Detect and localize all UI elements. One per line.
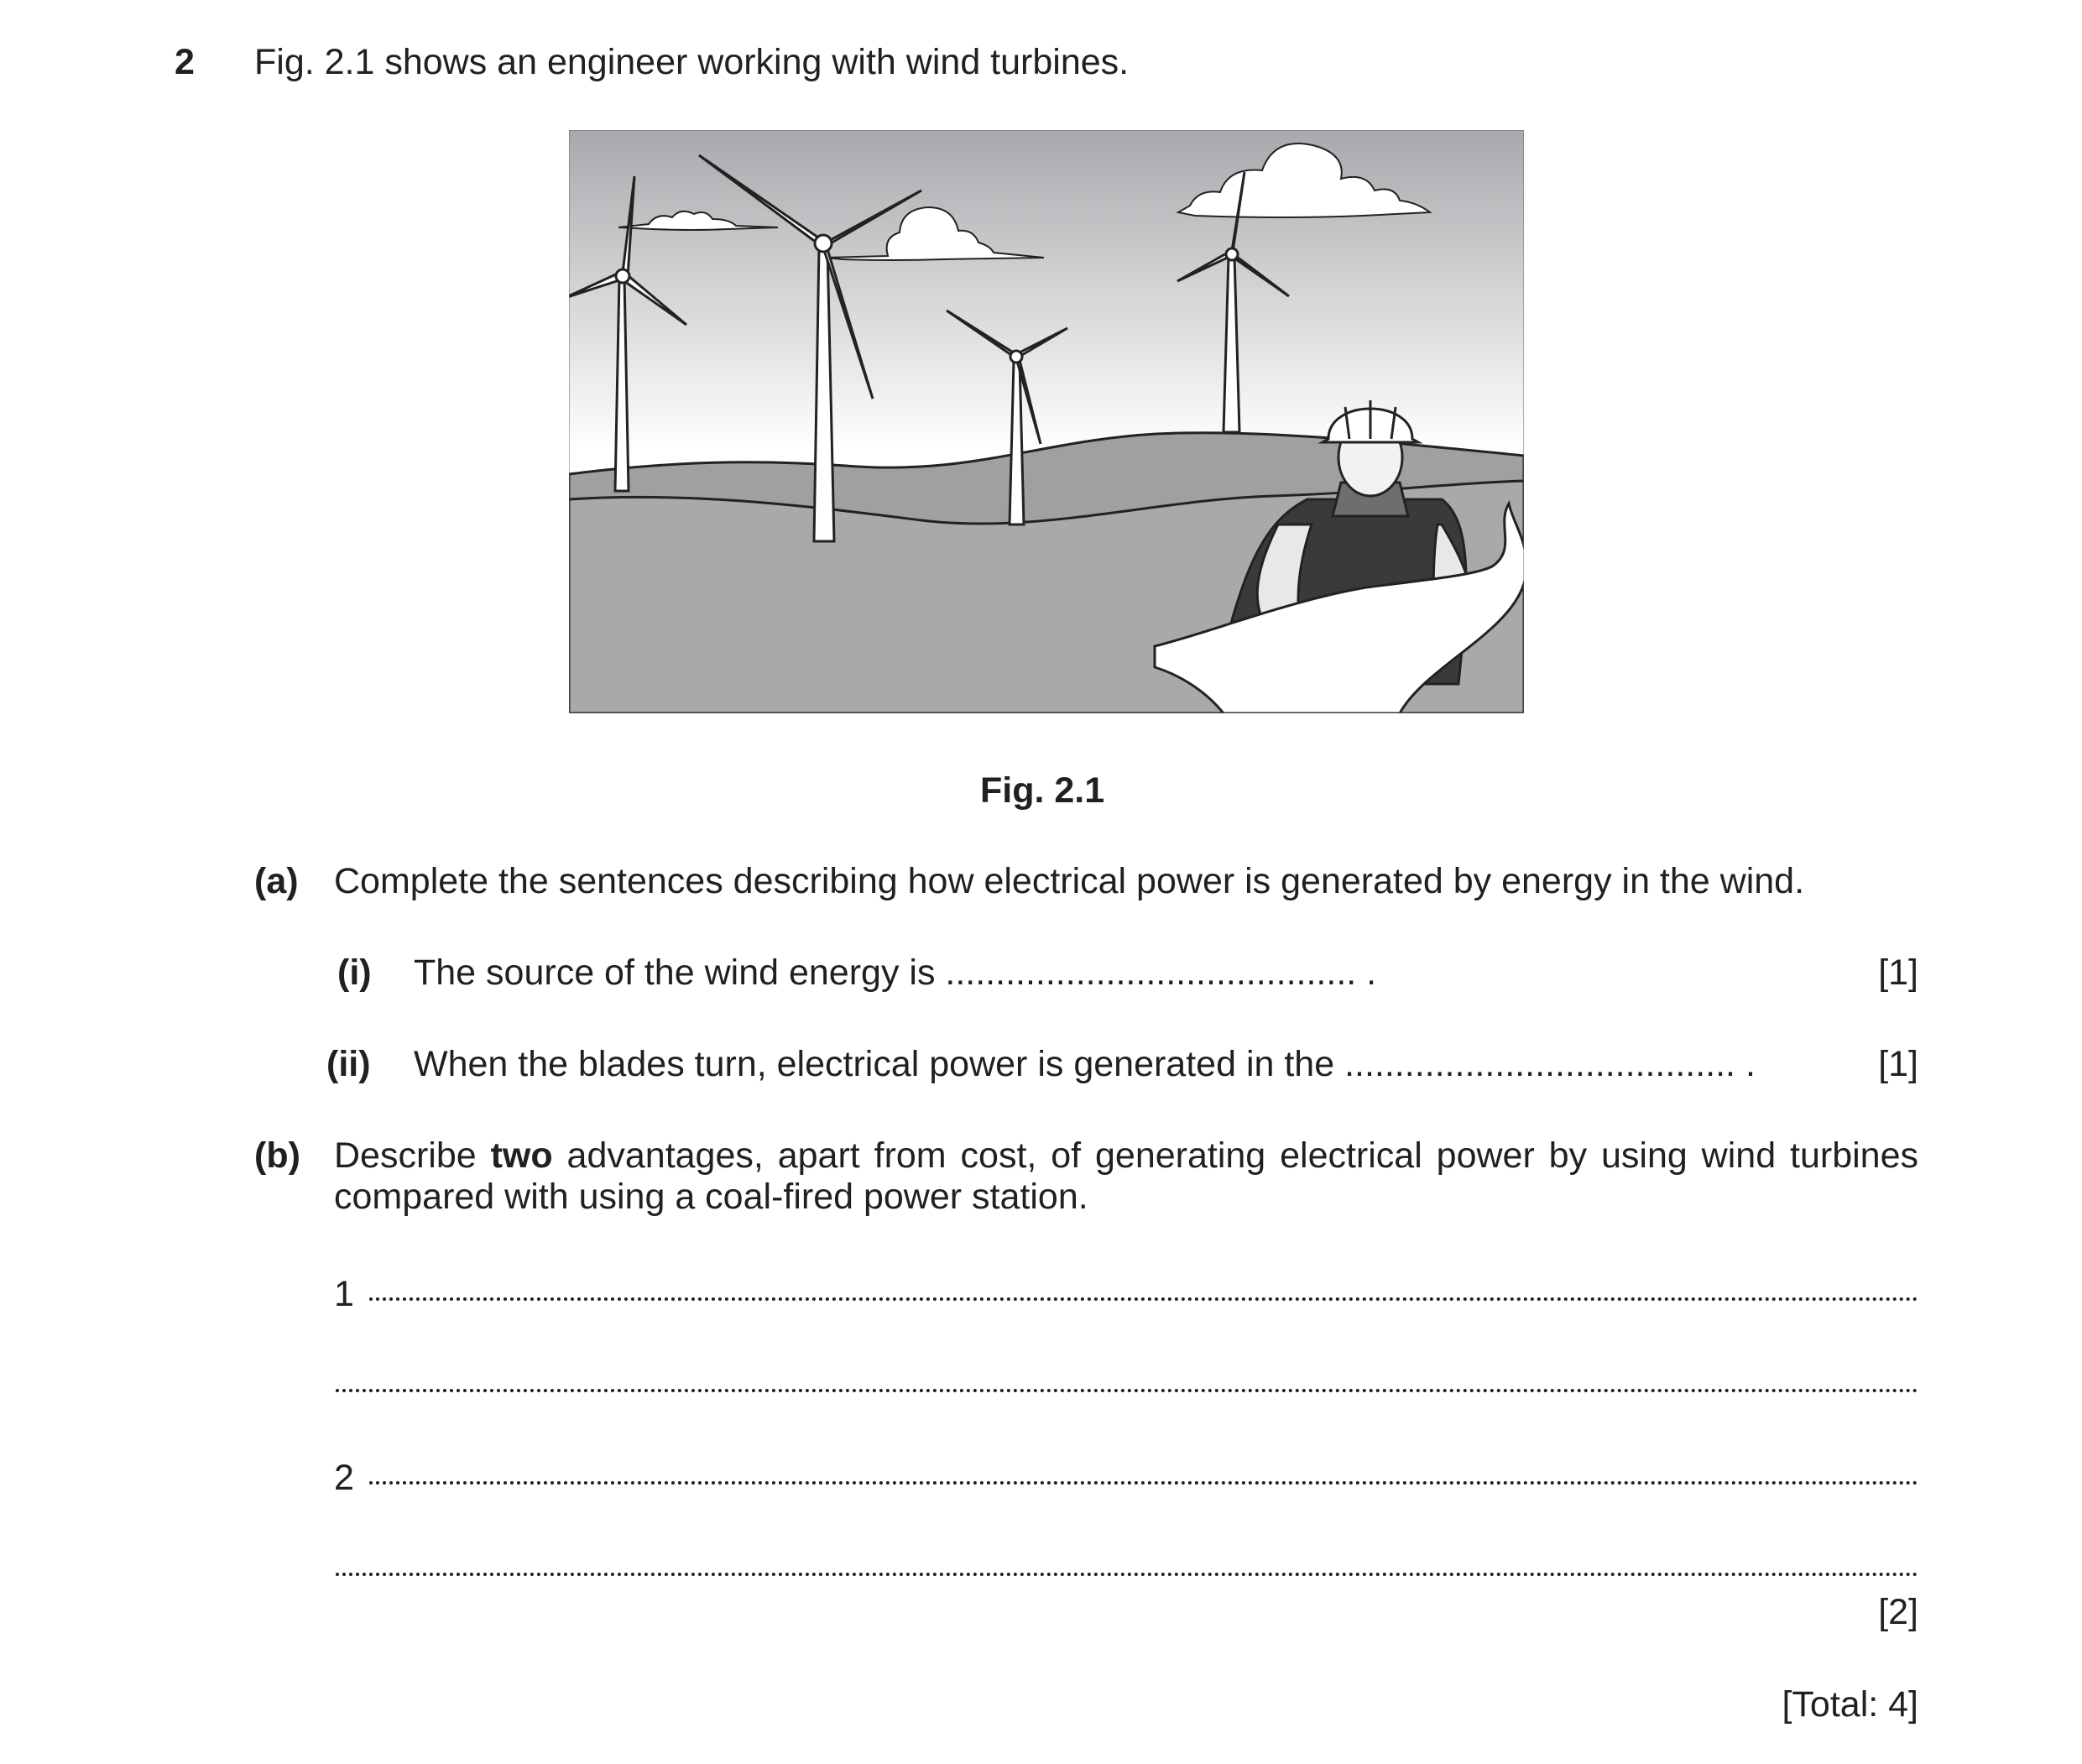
part-a-ii-label: (ii) bbox=[326, 1044, 371, 1084]
total-marks: [Total: 4] bbox=[1782, 1684, 1918, 1725]
answer-2-label: 2 bbox=[334, 1458, 354, 1498]
part-a-i-text: The source of the wind energy is ......................................... . bbox=[414, 952, 1377, 993]
part-a-ii-marks: [1] bbox=[1878, 1044, 1918, 1084]
answer-1-line-1[interactable] bbox=[369, 1297, 1918, 1301]
part-b-stem-bold: two bbox=[490, 1135, 553, 1176]
part-b-stem-before: Describe bbox=[334, 1135, 477, 1176]
answer-1-line-2[interactable] bbox=[336, 1389, 1918, 1392]
answer-2-line-1[interactable] bbox=[369, 1481, 1918, 1485]
part-a-ii-text: When the blades turn, electrical power is generated in the ....................................... . bbox=[414, 1044, 1756, 1084]
part-b-stem-after: advantages, apart from cost, of generating electrical power by using wind turbines compared with using a coal-fired power station. bbox=[334, 1135, 1918, 1218]
wind-turbine-engineer-illustration bbox=[569, 130, 1524, 713]
part-a-i-label: (i) bbox=[337, 952, 372, 993]
part-b-stem bbox=[334, 1135, 1918, 1219]
question-number: 2 bbox=[175, 42, 195, 82]
part-a-i-marks: [1] bbox=[1878, 952, 1918, 993]
part-a-label: (a) bbox=[254, 861, 299, 901]
answer-1-label: 1 bbox=[334, 1274, 354, 1314]
figure-caption: Fig. 2.1 bbox=[980, 770, 1105, 811]
part-a-stem: Complete the sentences describing how electrical power is generated by energy in the wind. bbox=[334, 861, 1805, 901]
answer-2-line-2[interactable] bbox=[336, 1573, 1918, 1576]
part-b-label: (b) bbox=[254, 1135, 300, 1176]
question-intro: Fig. 2.1 shows an engineer working with wind turbines. bbox=[254, 42, 1130, 82]
part-b-marks: [2] bbox=[1878, 1592, 1918, 1632]
